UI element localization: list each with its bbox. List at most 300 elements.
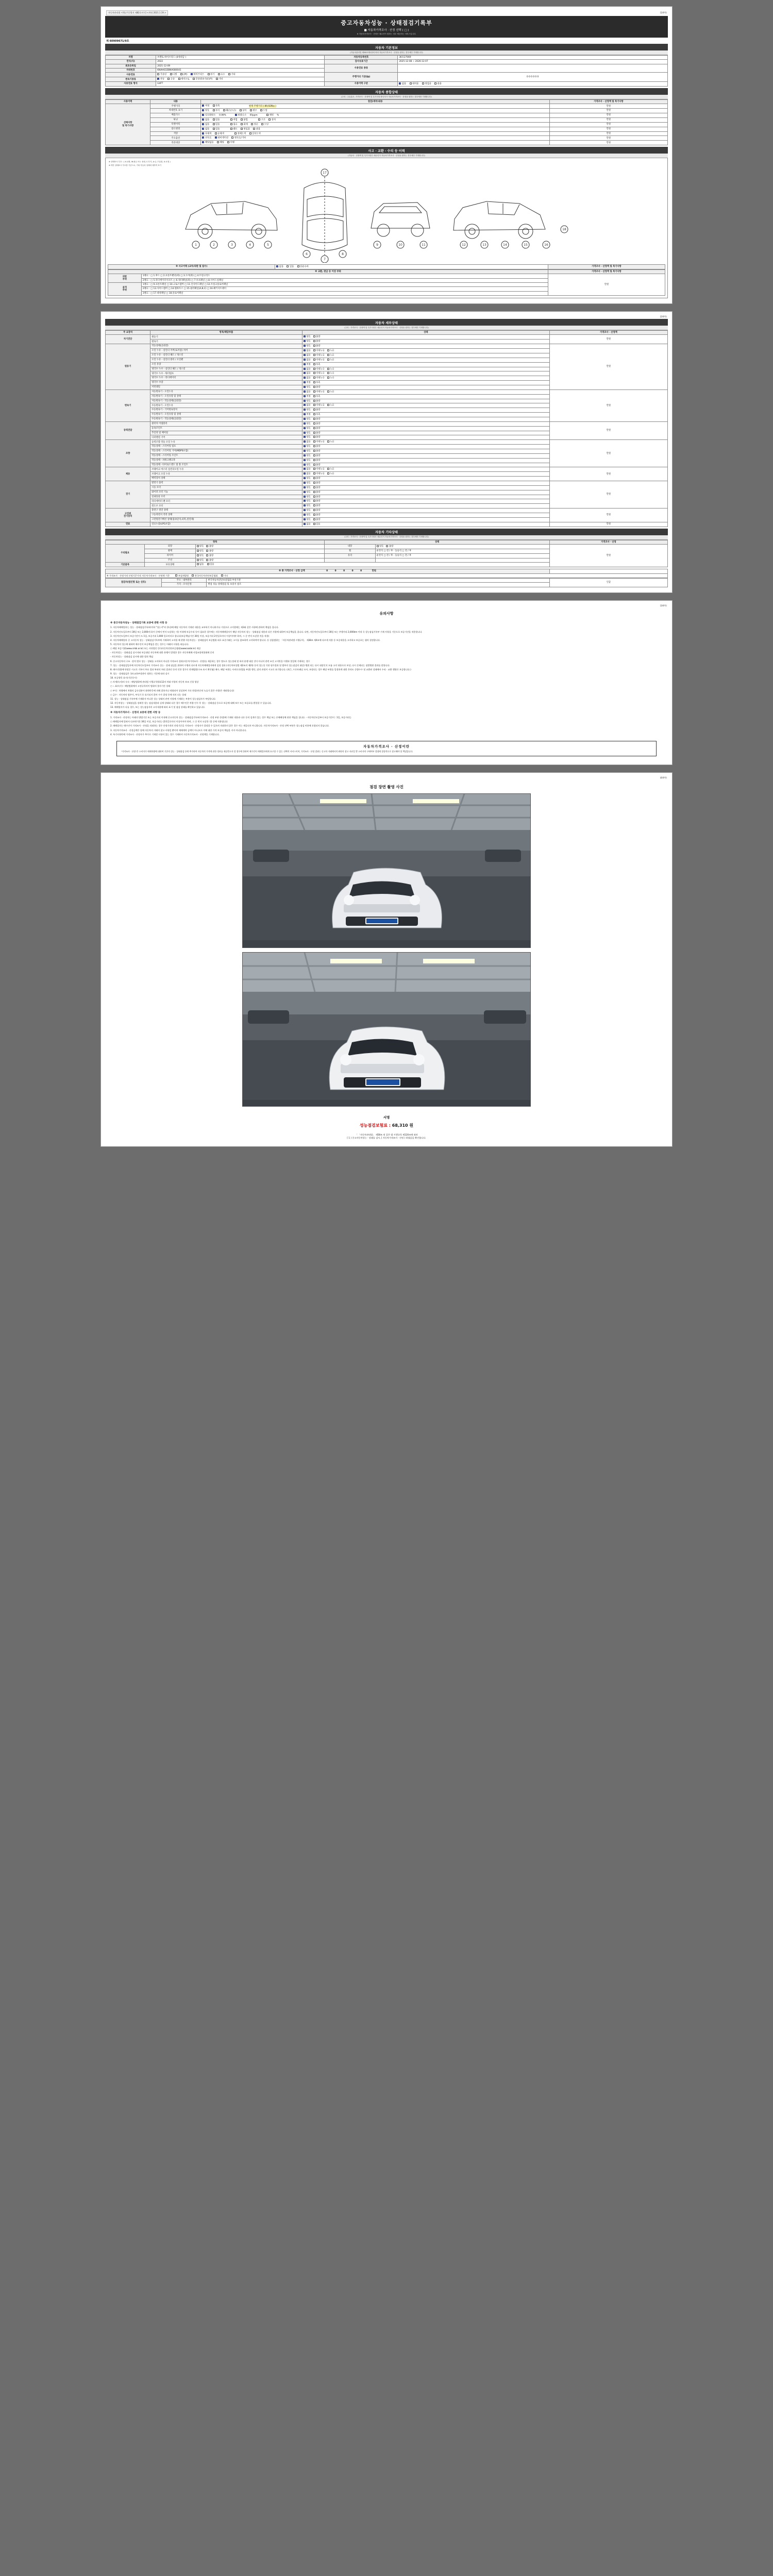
- svg-text:5: 5: [267, 243, 269, 247]
- price-note-color: 만원: [549, 131, 667, 136]
- detail-state-cell[interactable]: [302, 504, 549, 509]
- label-usage-history: 사용이력 구분: [325, 82, 398, 87]
- detail-option[interactable]: 미세누유: [313, 468, 325, 471]
- trans-option-cvt[interactable]: 무단변속기(CVT): [193, 78, 212, 81]
- detail-group-name: 자기진단: [106, 335, 150, 344]
- detail-option[interactable]: ✓ 양호: [304, 345, 311, 348]
- special-opt-flood[interactable]: 침수: [230, 123, 238, 126]
- detail-part-name: 작동상태 - 스티어링 기어(MDPS포함): [150, 449, 303, 453]
- row-label-options: 주요옵션: [150, 136, 201, 141]
- vin-opt-diff[interactable]: 상이: [240, 109, 247, 112]
- detail-state-cell[interactable]: [302, 449, 549, 453]
- tuning-opt-none[interactable]: ✓ 없음: [202, 118, 209, 122]
- detail-option[interactable]: 불량: [313, 477, 321, 480]
- detail-option[interactable]: ✓ 양호: [304, 422, 311, 426]
- section-other-title: 자동차 기타상태: [105, 529, 668, 535]
- recall-opt-na[interactable]: ✓ 해당없음: [202, 141, 213, 144]
- accident-history-value: [275, 265, 548, 269]
- inspection-photo-front: [242, 793, 531, 948]
- detail-state-cell[interactable]: [302, 485, 549, 490]
- detail-price-cell: 만원: [549, 440, 667, 467]
- detail-option[interactable]: 불량: [313, 418, 321, 421]
- detail-option[interactable]: 미세누유: [313, 349, 325, 352]
- document-number: 제 60909671/9호: [106, 40, 129, 43]
- basis-opt-kidi[interactable]: 보험개발원: [175, 574, 189, 577]
- detail-option[interactable]: ✓ 양호: [304, 518, 311, 521]
- emission-hc-value: 05ppm: [249, 114, 258, 117]
- detail-option[interactable]: ✓ 양호: [304, 335, 311, 338]
- special-opt-fire[interactable]: 화재: [241, 123, 248, 126]
- trans-option-manual[interactable]: 수동: [167, 78, 175, 81]
- label-fuel-kind: 사용연료 종류: [325, 64, 398, 73]
- label-transmission: 변속기종류: [106, 77, 156, 82]
- detail-state-cell[interactable]: [302, 513, 549, 518]
- detail-price-cell: 만원: [549, 509, 667, 522]
- mileage-opt-ok[interactable]: ✓ 적정: [202, 105, 209, 108]
- detail-option[interactable]: 미세누수: [313, 368, 325, 371]
- detail-part-name: 라디에이터 팬 모터: [150, 499, 303, 504]
- parts-row-rank3[interactable]: 1랭크 : □ 9.프론트패널 □ 10.크로스멤버 □ 11.인사이드패널 □ 12.트렁크플로어패널: [141, 283, 548, 287]
- detail-state-cell[interactable]: [302, 349, 549, 353]
- detail-option[interactable]: 불량: [313, 496, 321, 499]
- vin-opt-ok[interactable]: ✓ 양호: [202, 109, 209, 112]
- detail-state-cell[interactable]: [302, 340, 549, 344]
- detail-part-name: 디퍼렌셜 기어: [150, 435, 303, 440]
- other-value-blank: [375, 558, 549, 563]
- document-title-band: [105, 16, 668, 38]
- detail-option[interactable]: ✓ 양호: [304, 486, 311, 489]
- price-note-vin: 만원: [549, 109, 667, 113]
- detail-state-cell[interactable]: [302, 381, 549, 385]
- vin-opt-corrosion[interactable]: 부식: [213, 109, 220, 112]
- detail-option[interactable]: 불량: [313, 491, 321, 494]
- detail-state-cell[interactable]: [302, 362, 549, 367]
- price-note-emission: 만원: [549, 113, 667, 118]
- detail-state-cell[interactable]: [302, 431, 549, 435]
- detail-option[interactable]: 불량: [313, 518, 321, 521]
- detail-state-cell[interactable]: [302, 517, 549, 522]
- detail-option[interactable]: 누수: [327, 372, 334, 375]
- detail-option[interactable]: 불량: [313, 454, 321, 457]
- total-price-unit: 만원: [372, 570, 376, 573]
- detail-option[interactable]: 불량: [313, 459, 321, 462]
- total-price-table: [105, 569, 668, 578]
- other-value-exterior[interactable]: 양호 불량: [195, 544, 325, 549]
- detail-option[interactable]: 부족: [313, 413, 321, 416]
- fuel-option-hydrogen[interactable]: 수소: [218, 73, 225, 76]
- detail-option[interactable]: 미세누유: [313, 359, 325, 362]
- fuel-option-electric[interactable]: 전기: [208, 73, 215, 76]
- other-value-polish[interactable]: 양호 불량: [195, 549, 325, 553]
- detail-state-cell[interactable]: [302, 394, 549, 399]
- detail-state-cell[interactable]: [302, 367, 549, 371]
- detail-row: [106, 509, 668, 513]
- detail-part-name: 와이퍼 모터 기능: [150, 490, 303, 495]
- svg-text:2: 2: [213, 243, 215, 247]
- detail-option[interactable]: 불량: [313, 386, 321, 389]
- svg-text:13: 13: [482, 243, 486, 247]
- notice-item: ○ ㄴ표(숙수) : 해당범위에서 고정규칙의이 범위의 불사기간 상태: [110, 685, 171, 688]
- detail-option[interactable]: 불량: [313, 422, 321, 426]
- notice-item: 12. 자동차성능 · 상태점검을 장려한 성능 점검내용과 실제 상태와 다른 경우 매수인은 차량 인수 후 성능 · 상태점검 등으로 보증에 대해 보수 또는 보증료를 환불할 수 있습니다.: [110, 701, 272, 704]
- detail-option[interactable]: 불량: [313, 335, 321, 338]
- detail-state-cell[interactable]: [302, 463, 549, 467]
- detail-part-name: 클러치 어셈블리: [150, 421, 303, 426]
- color-opt-full-paint[interactable]: 전체도색: [234, 132, 246, 135]
- detail-state-cell[interactable]: [302, 509, 549, 513]
- detail-option[interactable]: ✓ 양호: [304, 464, 311, 467]
- value-vin: KNAH61DBNA080041: [156, 69, 325, 73]
- vin-opt-damage[interactable]: 훼손(오손): [223, 109, 236, 112]
- usage-option-government[interactable]: 관용: [434, 82, 442, 86]
- detail-option[interactable]: ✓ 양호: [304, 340, 311, 343]
- detail-option[interactable]: ✓ 양호: [304, 491, 311, 494]
- notice-item: 8. 매수인(위에 단말문 시고로 기록이 주요 결과 복귀의 처리 결과인 등의 인한 경우로 현재범위(구조 표시 확인됨) 매수, 해당 부위는 사비으로(법률 부위) 행신, 말의 과정이 시고로 표기합니다. (최근, 프론트패널 모사, 보정되는 경우 해당 부위를 일정하게 대한 후라도 중량수수 및 교환된 상태에서 수리 · 교환 행위로 보증합니다.): [110, 668, 411, 671]
- trans-option-etc[interactable]: 기타: [216, 78, 223, 81]
- detail-option[interactable]: ✓ 양호: [304, 386, 311, 389]
- accident-opt-simple[interactable]: 단순수리: [297, 265, 309, 268]
- detail-option[interactable]: 미세누유: [313, 354, 325, 357]
- tuning-opt-legal[interactable]: 적법: [230, 118, 238, 122]
- detail-state-cell[interactable]: [302, 421, 549, 426]
- detail-state-cell[interactable]: [302, 458, 549, 463]
- damage-diagram-box: [105, 158, 668, 298]
- detail-option[interactable]: ✓ 없음: [304, 377, 311, 380]
- detail-option[interactable]: 불량: [313, 427, 321, 430]
- price-note-special: 만원: [549, 122, 667, 127]
- detail-option[interactable]: ✓ 양호: [304, 482, 311, 485]
- section-basic-info-note: (자동차관리법 제58조제1항에 따라 자동차가격조사 · 산정을 원하는 경우에만 기재합니다): [105, 50, 668, 55]
- notice-item: 13. 매매업자가 다를 경우, 또는 성능점검자의 고지내용에 따라 표기 및 점검 상태를 확인하고 있습니다.: [110, 706, 206, 709]
- fuel-option-gasoline[interactable]: 가솔린: [157, 73, 166, 76]
- detail-group-name: 동력전달: [106, 421, 150, 439]
- detail-option[interactable]: 불량: [313, 432, 321, 435]
- color-opt-achromatic[interactable]: ✓ 무채색: [202, 132, 211, 135]
- svg-text:11: 11: [422, 243, 426, 247]
- detail-option[interactable]: ✓ 양호: [304, 400, 311, 403]
- svg-text:15: 15: [524, 243, 528, 247]
- detail-state-cell[interactable]: [302, 353, 549, 358]
- row-value-color: [201, 131, 549, 136]
- detail-state-cell[interactable]: [302, 389, 549, 394]
- detail-option[interactable]: 불량: [313, 486, 321, 489]
- basis-opt-kadi[interactable]: 한국자동차진단보증협회: [192, 574, 217, 577]
- usage-option-rental[interactable]: 대여용: [410, 82, 419, 86]
- detail-option[interactable]: ✓ 적정: [304, 381, 311, 384]
- detail-option[interactable]: 미세누유: [313, 404, 325, 407]
- detail-option[interactable]: 누유: [327, 391, 334, 394]
- detail-state-cell[interactable]: [302, 467, 549, 472]
- notice-item: 4. 특기사항란에 가격조사 · 산정자가 추가로 기재할 사항이 있는 경우 기재하며 자동차가격조사 · 산정액을 기재합니다.: [110, 733, 220, 736]
- detail-option[interactable]: 불량: [313, 514, 321, 517]
- detail-state-cell[interactable]: [302, 344, 549, 349]
- fuel-option-hybrid[interactable]: ✓ 하이브리드: [191, 73, 204, 76]
- detail-option[interactable]: ✓ 적정: [304, 395, 311, 398]
- detail-part-name: 작동상태 - 파워크랭크축: [150, 458, 303, 463]
- fuel-option-etc[interactable]: 기타: [228, 73, 236, 76]
- detail-state-cell[interactable]: [302, 445, 549, 449]
- detail-option[interactable]: 불량: [313, 504, 321, 507]
- detail-option[interactable]: 불량: [313, 445, 321, 448]
- detail-state-cell[interactable]: [302, 472, 549, 477]
- detail-option[interactable]: ✓ 양호: [304, 459, 311, 462]
- detail-option[interactable]: 누유: [327, 359, 334, 362]
- detail-option[interactable]: ✓ 양호: [304, 509, 311, 512]
- detail-option[interactable]: 불량: [313, 340, 321, 343]
- detail-option[interactable]: 부족: [313, 395, 321, 398]
- tuning-opt-yes[interactable]: 있음: [213, 118, 220, 122]
- detail-state-cell[interactable]: [302, 522, 549, 527]
- detail-option[interactable]: ✓ 없음: [304, 372, 311, 375]
- svg-text:1: 1: [195, 243, 197, 247]
- row-value-emission: [201, 113, 549, 118]
- emission-co-value: 0.06%: [219, 114, 226, 117]
- detail-option[interactable]: ✓ 양호: [304, 514, 311, 517]
- document-subnote: ※ 자동차가격조사 · 산정은 매수인이 원하는 경우 제공하는 서비스입니다.: [357, 33, 416, 35]
- vin-opt-erased[interactable]: 도말: [260, 109, 267, 112]
- notice-item: ○ 자세(숙자)의 숙숙 : 해당범위에 관리법 시행규칙별표12의 차대 사항의 자동차 보조 신청 형상: [110, 681, 199, 684]
- detail-option[interactable]: 불량: [313, 500, 321, 503]
- vin-opt-altered[interactable]: 변조: [250, 109, 257, 112]
- tuning-opt-illegal[interactable]: 불법: [241, 118, 248, 122]
- detail-state-cell[interactable]: [302, 495, 549, 499]
- detail-option[interactable]: ✓ 없음: [304, 523, 311, 526]
- detail-option[interactable]: ✓ 양호: [304, 454, 311, 457]
- value-inspection-period: 2025-12-08 ~ 2026-12-07: [398, 60, 668, 64]
- detail-state-cell[interactable]: [302, 453, 549, 458]
- emission-smoke[interactable]: 매연: [266, 114, 274, 117]
- other-state-table: [105, 540, 668, 568]
- fuel-option-diesel[interactable]: 디젤: [170, 73, 177, 76]
- detail-state-cell[interactable]: [302, 499, 549, 504]
- detail-option[interactable]: ✓ 없음: [304, 354, 311, 357]
- detail-group-name: 조향: [106, 440, 150, 467]
- detail-option[interactable]: 미세누유: [313, 391, 325, 394]
- recall-opt-yes[interactable]: 해당: [217, 141, 224, 144]
- accident-opt-none[interactable]: ✓ 없음: [276, 265, 283, 268]
- detail-option[interactable]: ✓ 양호: [304, 450, 311, 453]
- detail-state-cell[interactable]: [302, 426, 549, 431]
- notice-item: 5. 자동차의 성능에 대하여 매수인이 보증책임을 묻는 경우는 아래의 사항을 따릅니다.: [110, 643, 189, 646]
- value-year: 2022: [156, 60, 325, 64]
- photo-section-title: 점검 장면 촬영 사진: [369, 784, 404, 789]
- recall-opt-done[interactable]: 이행: [227, 141, 234, 144]
- parts-row-rank4[interactable]: 2랭크 : □ 13.사이드멤버 □ 14.휠하우스 □ 15.필러패널(A,B,C) □ 16.패키지트레이: [141, 287, 548, 291]
- detail-state-cell[interactable]: [302, 376, 549, 381]
- detail-option[interactable]: ✓ 없음: [304, 368, 311, 371]
- detail-option[interactable]: ✓ 없음: [304, 440, 311, 444]
- detail-option[interactable]: 불량: [313, 509, 321, 512]
- detail-option[interactable]: ✓ 없음: [304, 349, 311, 352]
- detail-option[interactable]: ✓ 적정: [304, 413, 311, 416]
- svg-text:12: 12: [462, 243, 466, 247]
- detail-option[interactable]: 누유: [327, 404, 334, 407]
- use-opt-none[interactable]: ✓ 없음: [202, 128, 209, 131]
- section-accident-title: 사고 · 교환 · 수리 등 이력: [105, 147, 668, 154]
- special-opt-none[interactable]: ✓ 없음: [202, 123, 209, 126]
- usage-option-business[interactable]: 영업용: [422, 82, 431, 86]
- detail-option[interactable]: ✓ 양호: [304, 445, 311, 448]
- detail-option[interactable]: ✓ 양호: [304, 500, 311, 503]
- accident-history-label: ※ 사고이력 (교차/외판 및 침수): [108, 265, 275, 269]
- fuel-option-lpg[interactable]: LPG: [180, 73, 188, 76]
- detail-option[interactable]: ✓ 양호: [304, 418, 311, 421]
- detail-option[interactable]: ✓ 양호: [304, 409, 311, 412]
- detail-option[interactable]: ✓ 없음: [304, 359, 311, 362]
- detail-option[interactable]: 불량: [313, 436, 321, 439]
- color-opt-partial-paint[interactable]: 일부도색: [249, 132, 261, 135]
- other-item-exterior: 외장: [145, 544, 195, 549]
- parts-row-rank5[interactable]: 3랭크 : □ 17.대쉬패널 □ 18.플로어패널: [141, 291, 548, 295]
- detail-part-name: 시동 모터: [150, 485, 303, 490]
- detail-price-cell: 만원: [549, 344, 667, 390]
- inspection-fee: [105, 1122, 668, 1131]
- emission-hc[interactable]: ✓ 탄화수소: [235, 114, 246, 117]
- detail-part-name: 구동축전지 격리 상태: [150, 513, 303, 518]
- other-value-glass[interactable]: 운전석 □ 전 / 후 · 동승석 □ 전 / 후: [375, 553, 549, 558]
- svg-text:8: 8: [342, 252, 344, 257]
- page-2: [100, 311, 673, 592]
- use-opt-rent[interactable]: 렌트: [230, 128, 238, 131]
- detail-option[interactable]: ✓ 없음: [304, 404, 311, 407]
- detail-option[interactable]: 누수: [327, 368, 334, 371]
- special-opt-theft[interactable]: 도난: [261, 123, 268, 126]
- detail-option[interactable]: ✓ 없음: [304, 391, 311, 394]
- color-opt-chromatic[interactable]: 유채색: [215, 132, 224, 135]
- detail-option[interactable]: 불량: [313, 345, 321, 348]
- detail-option[interactable]: ✓ 양호: [304, 427, 311, 430]
- detail-option[interactable]: 누유: [327, 349, 334, 352]
- detail-option[interactable]: ✓ 양호: [304, 436, 311, 439]
- label-car-name: 차명: [106, 56, 156, 60]
- row-value-tuning: [201, 117, 549, 122]
- emission-co[interactable]: ✓ 일산화탄소: [202, 114, 215, 117]
- option-sunroof[interactable]: ✓ 선루프: [202, 137, 211, 140]
- inspector-tel-label: 가격 · 조사산정: [162, 583, 207, 587]
- detail-option[interactable]: ✓ 양호: [304, 477, 311, 480]
- detail-option[interactable]: 불량: [313, 450, 321, 453]
- detail-option[interactable]: 미세누수: [313, 377, 325, 380]
- row-value-use-change: [201, 127, 549, 131]
- detail-option[interactable]: 누수: [327, 377, 334, 380]
- svg-text:3: 3: [231, 243, 233, 247]
- detail-state-cell[interactable]: [302, 413, 549, 417]
- parts-head: ※ 교환, 판금 등 이상 부위: [108, 269, 548, 274]
- accident-opt-yes[interactable]: 있음: [287, 265, 294, 268]
- detail-option[interactable]: 불량: [313, 400, 321, 403]
- detail-state-cell[interactable]: [302, 481, 549, 485]
- detail-state-cell[interactable]: [302, 358, 549, 362]
- tuning-opt-structure[interactable]: 구조: [258, 118, 265, 122]
- special-opt-total-loss[interactable]: 전손: [251, 123, 258, 126]
- detail-part-name: 냉각수 누수 - 워터펌프: [150, 371, 303, 376]
- row-label-mileage: 주행거리: [150, 104, 201, 109]
- detail-option[interactable]: 누유: [327, 468, 334, 471]
- notice-item: 4. 자동차매매업자 중 고자동차 성능 · 상태점검기록부에 기재하여 고지될 때 현행 자동차성능 · 상태점검의 보증범위 외로 표준거래는 고시를 참조하여 고지하여야 합니다. 등 상품범위는 「자동차관리법 시행규칙」 제38조 제4조에 다르게 적용 등 보증내용을 고지하고 보증료는 협의 결정합니다.: [110, 638, 381, 641]
- section-other-note: (주의 : 가격조사 · 산정액 및 특기사항은 매수인이 자동차가격조사 · 산정을 원하는 경우에만 기재합니다): [105, 535, 668, 540]
- basis-opt-etc[interactable]: 기타: [221, 574, 228, 577]
- detail-state-cell[interactable]: [302, 403, 549, 408]
- detail-state-cell[interactable]: [302, 335, 549, 340]
- total-price-label: ※ 총 가격조사 · 산정 금액 0 0 0 0 0 만원: [106, 569, 550, 573]
- detail-state-cell[interactable]: [302, 435, 549, 440]
- trans-option-auto[interactable]: ✓ 자동: [157, 78, 164, 81]
- option-navigation[interactable]: ✓ 내비게이션: [215, 137, 228, 140]
- detail-option[interactable]: 불량: [313, 409, 321, 412]
- detail-state-cell[interactable]: [302, 385, 549, 389]
- detail-option[interactable]: 불량: [313, 464, 321, 467]
- detail-part-name: 실내송풍 모터: [150, 495, 303, 499]
- svg-text:7: 7: [324, 258, 326, 262]
- detail-part-name: 자동변속기 - 작동상태(공회전): [150, 399, 303, 403]
- detail-state-cell[interactable]: [302, 399, 549, 403]
- trans-option-semi[interactable]: 세미오토: [178, 78, 190, 81]
- notice-item: 6. 중고자동차의 구조 · 장치 별로 성능 · 상태를 고지하지 아니한 가격조사 결과(자동차가격조사 · 산정)를 제공하는 경우 별도로 성능상태 및 하자 분쟁 대상 건이 아니어 관련 조건 고지만을 이행과 불일에 기재하는 경우: [110, 659, 310, 663]
- detail-option[interactable]: ✓ 양호: [304, 496, 311, 499]
- notice-item: 3. 자동차가격조사 · 산정금액은 당해 자동차의 거래의 참고 사항일 뿐이며 매매계약 금액이 아니므로 이에 대한 가격 보증의 책임을 지지 아니합니다.: [110, 728, 247, 732]
- detail-option[interactable]: 미세누유: [313, 472, 325, 476]
- use-opt-business[interactable]: 영업용: [241, 128, 250, 131]
- document-subtitle: ■ 자동차가격조사 · 산정 선택 ( □ ): [364, 29, 409, 32]
- detail-part-name: 변속기: [150, 340, 303, 344]
- detail-option[interactable]: 부족: [313, 363, 321, 366]
- other-value-cushion[interactable]: 양호 불량: [195, 558, 325, 563]
- detail-option[interactable]: 누유: [327, 440, 334, 444]
- detail-option[interactable]: 누유: [327, 472, 334, 476]
- detail-row: [106, 440, 668, 445]
- notice-item: ○ 금수 : 자동차의 범주가, 부식기 등 표기되지 않아 수가 결정 등에 의의 되는 상태: [110, 693, 187, 696]
- detail-state-cell[interactable]: [302, 371, 549, 376]
- detail-option[interactable]: 있음: [313, 523, 321, 526]
- value-transmission: [156, 77, 325, 82]
- detail-state-cell[interactable]: [302, 490, 549, 495]
- notice-item: ○ 매매업자에 알려서 다르면기간 30일 이상, 보증거리는 (2천킬로미터 이상이어야 하며, 그 중 먼저 도달한 것) 중에 적용됩니다: [110, 720, 228, 723]
- detail-option[interactable]: 누유: [327, 354, 334, 357]
- use-opt-yes[interactable]: 있음: [213, 128, 220, 131]
- detail-option[interactable]: ✓ 양호: [304, 432, 311, 435]
- usage-option-none[interactable]: ✓ 없음: [399, 82, 406, 86]
- detail-state-cell[interactable]: [302, 408, 549, 413]
- tuning-opt-device[interactable]: 장치: [268, 118, 276, 122]
- detail-option[interactable]: ✓ 없음: [304, 468, 311, 471]
- parts-group-outer: 외판 부위: [108, 274, 142, 283]
- special-opt-yes[interactable]: 있음: [213, 123, 220, 126]
- parts-row-rank2[interactable]: 2랭크 : □ 5.라디에이터서포트 □ 6.쿼터패널(좌) □ 7.루프패널 □ 8.사이드실패널: [141, 278, 548, 282]
- detail-part-name: 등속조인트: [150, 426, 303, 431]
- value-first-registration: 2021-12-09: [156, 64, 325, 68]
- use-opt-gov[interactable]: 관용: [253, 128, 260, 131]
- inspector-addr-value: 한국자동차진단보증협회 부설기관: [207, 578, 550, 582]
- parts-row-rank1[interactable]: 1랭크 : □ 1.후드 □ 2.프론트팬더(좌) □ 3.도어(좌) □ 4.트렁크리드: [141, 274, 548, 278]
- detail-state-cell[interactable]: [302, 417, 549, 421]
- detail-option[interactable]: 미세누유: [313, 440, 325, 444]
- detail-state-cell[interactable]: [302, 477, 549, 481]
- detail-option[interactable]: 미세누수: [313, 372, 325, 375]
- detail-option[interactable]: ✓ 없음: [304, 472, 311, 476]
- detail-option[interactable]: ✓ 양호: [304, 504, 311, 507]
- option-etc[interactable]: 썬루프/기타: [231, 137, 246, 140]
- other-value-wheel[interactable]: 운전석 □ 전 / 후 · 동승석 □ 전 / 후: [375, 549, 549, 553]
- mileage-opt-short[interactable]: 부족: [213, 105, 220, 108]
- other-value-possession[interactable]: 없음 있음: [195, 563, 549, 567]
- detail-option[interactable]: ✓ 적정: [304, 363, 311, 366]
- other-value-tire[interactable]: 양호 불량: [195, 553, 325, 558]
- detail-state-cell[interactable]: [302, 440, 549, 445]
- signature-label: 서명: [383, 1115, 390, 1120]
- other-value-interior[interactable]: 양호 불량: [375, 544, 549, 549]
- detail-option[interactable]: 부족: [313, 381, 321, 384]
- detail-option[interactable]: 불량: [313, 482, 321, 485]
